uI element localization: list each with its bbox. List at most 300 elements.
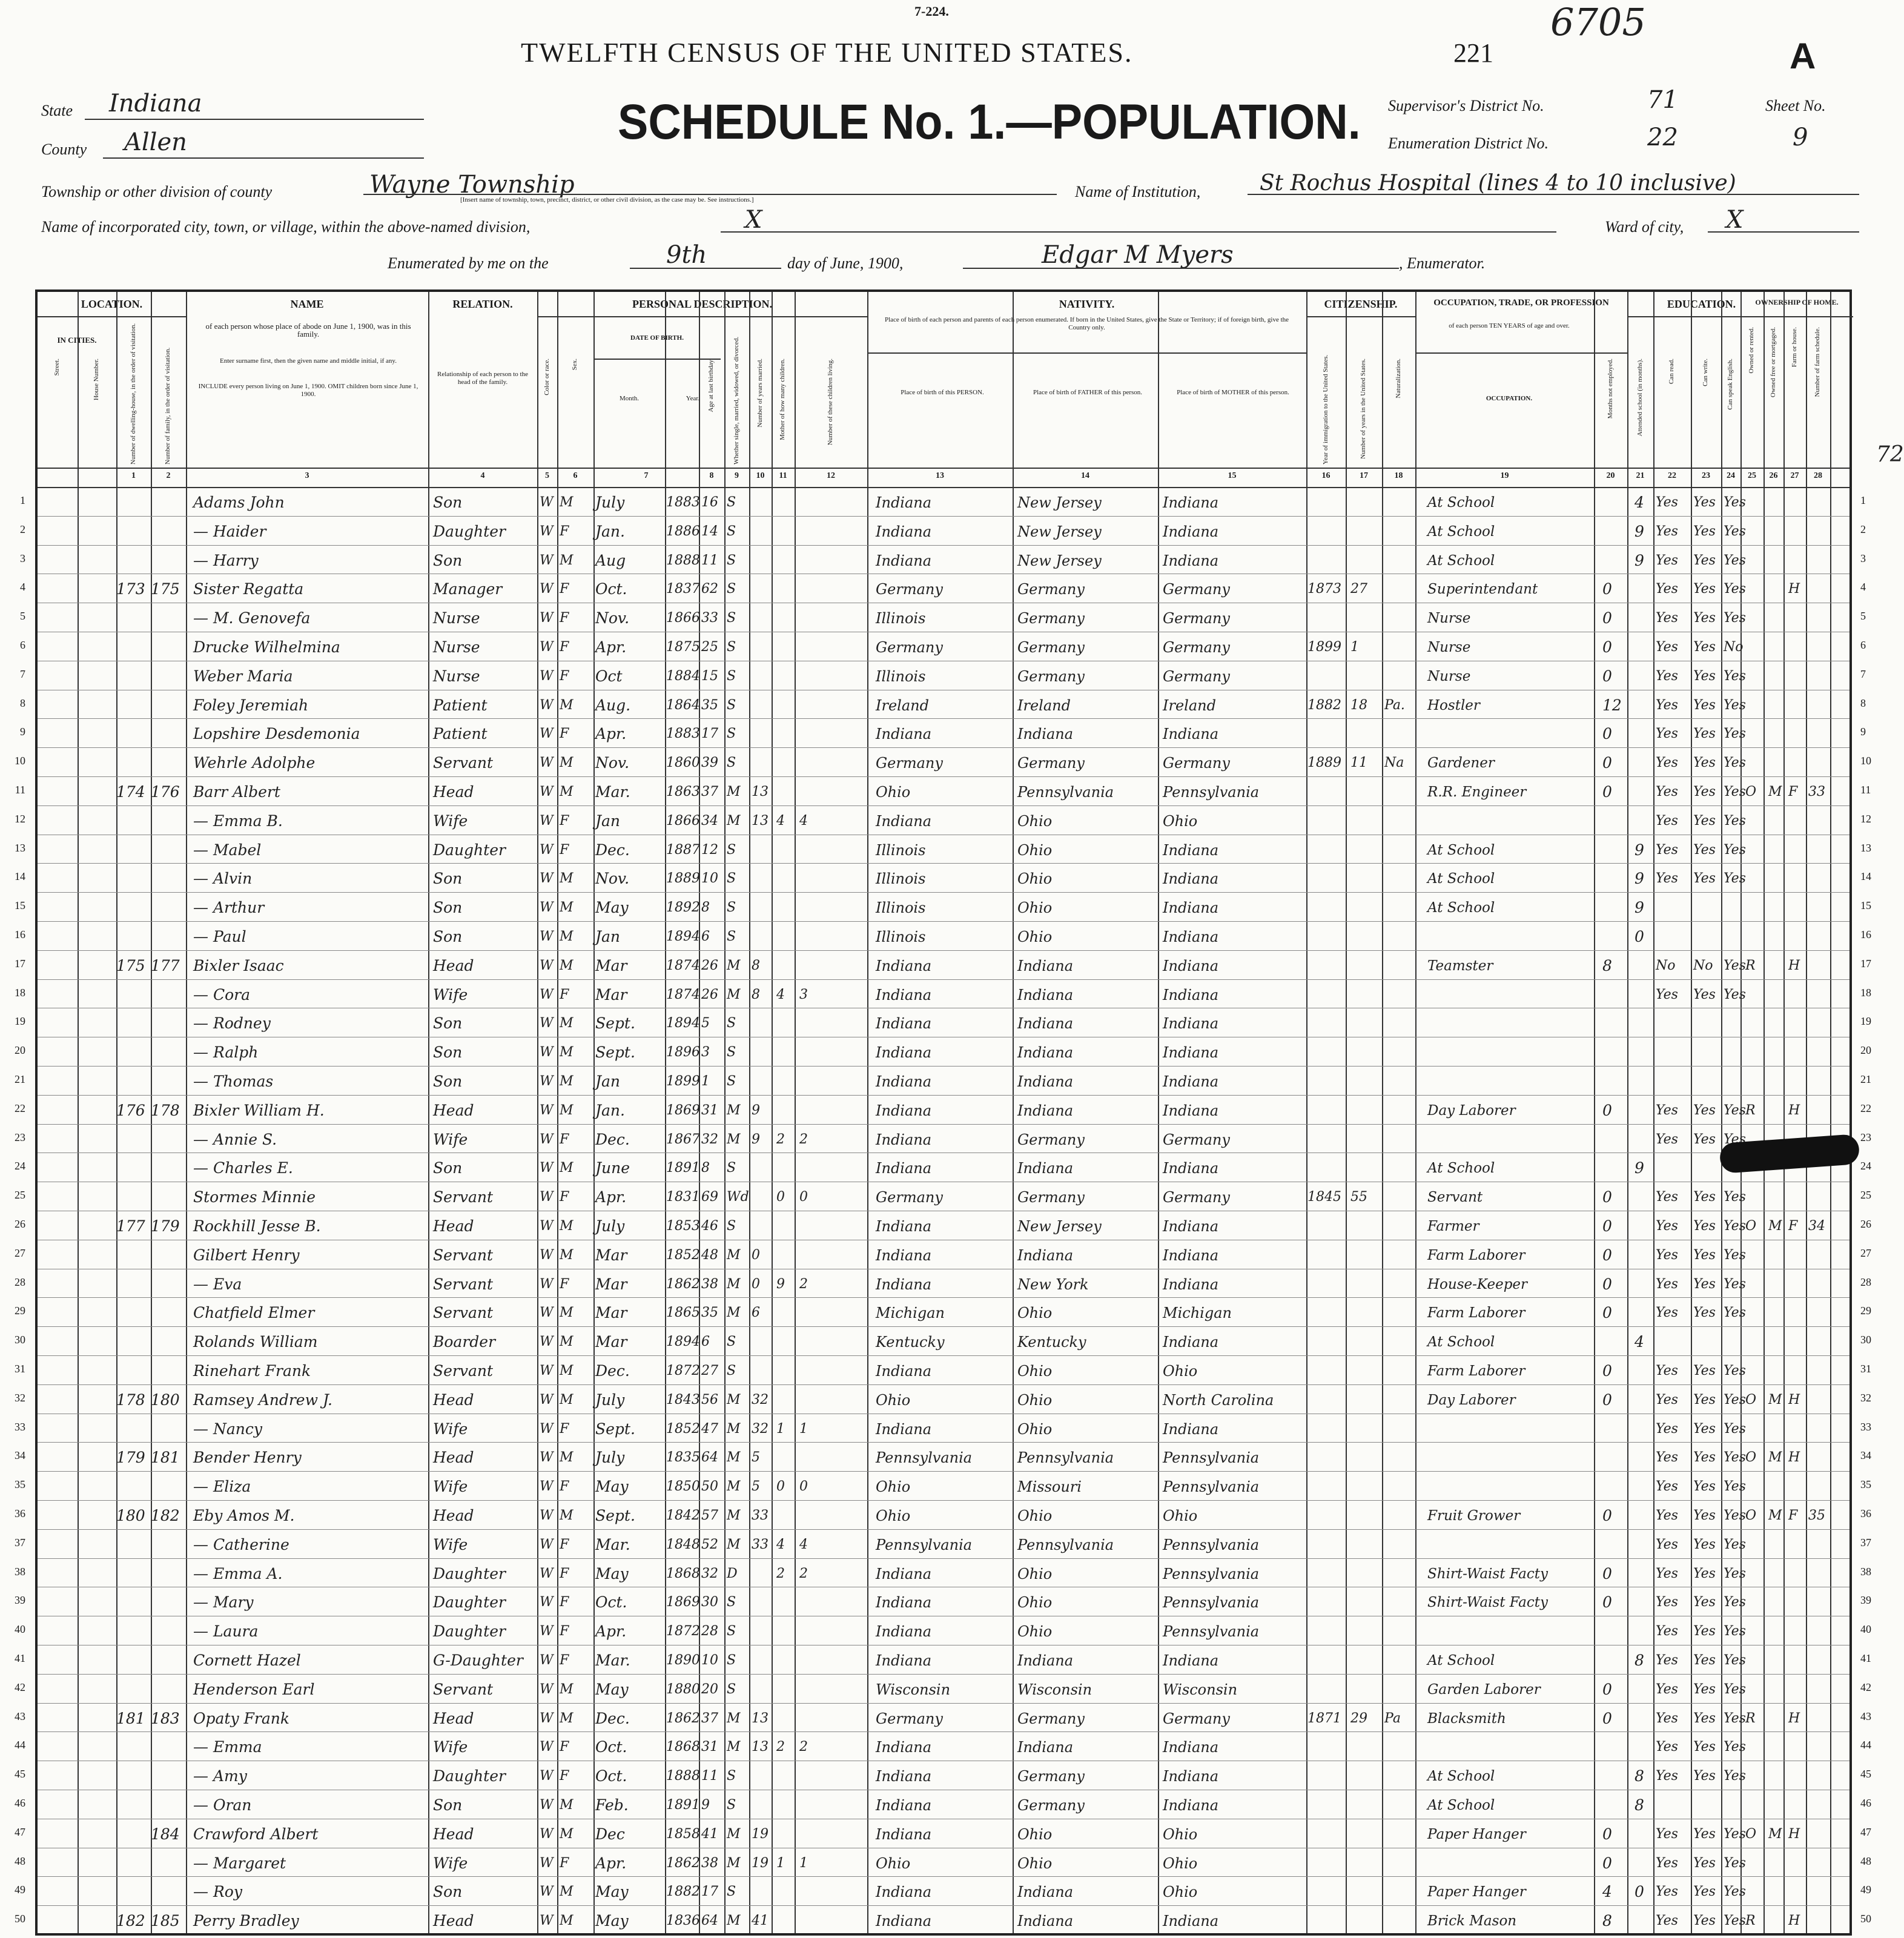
attended-school: 9 bbox=[1635, 899, 1644, 917]
header-month: Month. bbox=[619, 395, 640, 402]
attended-school: 8 bbox=[1635, 1767, 1644, 1785]
sex: M bbox=[560, 1219, 574, 1234]
birth-month: Dec. bbox=[595, 841, 630, 859]
person-name: Weber Maria bbox=[193, 667, 293, 685]
age: 10 bbox=[701, 1653, 718, 1668]
father-birthplace: Ohio bbox=[1017, 1507, 1053, 1524]
institution-label: Name of Institution, bbox=[1075, 183, 1201, 200]
can-speak-english: Yes bbox=[1724, 1276, 1746, 1292]
place-of-birth: Indiana bbox=[876, 1073, 932, 1090]
age: 15 bbox=[701, 668, 718, 684]
sex: M bbox=[560, 1710, 574, 1726]
sex: M bbox=[560, 871, 574, 887]
children-living: 4 bbox=[799, 813, 808, 828]
years-in-us: 11 bbox=[1350, 755, 1367, 771]
line-number-right: 29 bbox=[1860, 1305, 1871, 1317]
relation: Son bbox=[433, 1043, 463, 1062]
marital-status: M bbox=[727, 1913, 741, 1929]
table-row bbox=[15, 892, 1871, 921]
can-speak-english: Yes bbox=[1724, 668, 1746, 684]
birth-month: Mar bbox=[595, 985, 627, 1004]
header-relation: RELATION. bbox=[452, 298, 513, 310]
can-speak-english: Yes bbox=[1724, 1653, 1746, 1668]
line-number-right: 31 bbox=[1860, 1363, 1871, 1375]
mother-birthplace: Indiana bbox=[1163, 1797, 1219, 1814]
township-note: [Insert name of township, town, precinct, district, or other civil division, as the case may be. See instructions.] bbox=[460, 196, 754, 203]
marital-status: S bbox=[727, 610, 736, 626]
birth-year: 1867 bbox=[666, 1131, 700, 1147]
can-read: Yes bbox=[1656, 552, 1678, 568]
father-birthplace: Germany bbox=[1017, 581, 1085, 598]
birth-month: Mar bbox=[595, 1246, 627, 1264]
can-speak-english: Yes bbox=[1724, 1739, 1746, 1755]
can-read: Yes bbox=[1656, 1768, 1678, 1784]
column-number: 22 bbox=[1668, 471, 1676, 480]
birth-year: 1894 bbox=[666, 929, 700, 944]
dwelling-number: 181 bbox=[116, 1709, 145, 1727]
table-row bbox=[20, 718, 1866, 747]
sex: M bbox=[560, 1016, 574, 1031]
birth-year: 1858 bbox=[666, 1826, 700, 1842]
mother-birthplace: Indiana bbox=[1163, 957, 1219, 974]
table-row bbox=[15, 921, 1871, 950]
can-write: Yes bbox=[1693, 495, 1716, 510]
birth-year: 1862 bbox=[666, 1855, 700, 1871]
header-name-desc: of each person whose place of abode on June 1, 1900, was in this family. bbox=[205, 322, 411, 339]
occupation: House-Keeper bbox=[1427, 1276, 1528, 1292]
occupation: Nurse bbox=[1427, 668, 1471, 684]
birth-year: 1872 bbox=[666, 1363, 700, 1378]
header-can-read: Can read. bbox=[1668, 359, 1675, 385]
birth-month: Mar. bbox=[595, 1535, 630, 1553]
owned-rented: R bbox=[1745, 957, 1756, 973]
can-read: Yes bbox=[1656, 726, 1678, 742]
relation: Servant bbox=[433, 1246, 494, 1264]
years-married: 9 bbox=[752, 1102, 760, 1118]
marital-status: M bbox=[727, 1450, 741, 1466]
birth-year: 1889 bbox=[666, 871, 700, 887]
years-married: 5 bbox=[752, 1450, 760, 1466]
institution-value: St Rochus Hospital (lines 4 to 10 inclusive) bbox=[1260, 171, 1736, 196]
place-of-birth: Pennsylvania bbox=[876, 1449, 973, 1467]
birth-month: Aug. bbox=[595, 696, 631, 714]
birth-year: 1842 bbox=[666, 1508, 700, 1523]
color: W bbox=[540, 1595, 554, 1610]
relation: Head bbox=[433, 1825, 474, 1843]
color: W bbox=[540, 957, 554, 973]
sex: M bbox=[560, 495, 574, 510]
years-in-us: 1 bbox=[1350, 640, 1359, 655]
occupation: Paper Hanger bbox=[1427, 1826, 1526, 1842]
birth-month: May bbox=[595, 1478, 629, 1496]
age: 32 bbox=[701, 1566, 718, 1581]
place-of-birth: Indiana bbox=[876, 1246, 932, 1264]
group-rule bbox=[1415, 352, 1627, 354]
marital-status: M bbox=[727, 1131, 741, 1147]
age: 17 bbox=[701, 1884, 718, 1900]
line-number: 41 bbox=[15, 1652, 25, 1664]
mother-birthplace: Indiana bbox=[1163, 1073, 1219, 1090]
occupation: Farm Laborer bbox=[1427, 1247, 1526, 1263]
place-of-birth: Ohio bbox=[876, 1391, 911, 1409]
line-number: 10 bbox=[15, 755, 25, 767]
relation: Head bbox=[433, 1449, 474, 1467]
father-birthplace: Ohio bbox=[1017, 899, 1053, 917]
color: W bbox=[540, 1363, 554, 1378]
owned-free: M bbox=[1768, 1826, 1782, 1842]
birth-month: Apr. bbox=[595, 1188, 627, 1206]
column-number: 4 bbox=[480, 471, 485, 480]
birth-year: 1886 bbox=[666, 523, 700, 539]
dwelling-number: 179 bbox=[116, 1449, 145, 1467]
can-speak-english: Yes bbox=[1724, 552, 1746, 568]
schedule-title: SCHEDULE No. 1.—POPULATION. bbox=[618, 94, 1361, 150]
sex: F bbox=[560, 1131, 569, 1147]
can-read: Yes bbox=[1656, 1479, 1678, 1495]
can-write: Yes bbox=[1693, 1739, 1716, 1755]
place-of-birth: Indiana bbox=[876, 1623, 932, 1641]
father-birthplace: Germany bbox=[1017, 667, 1085, 685]
line-number-right: 41 bbox=[1860, 1652, 1871, 1664]
township-underline bbox=[363, 194, 1057, 195]
column-number: 20 bbox=[1606, 471, 1615, 480]
marital-status: S bbox=[727, 1334, 736, 1350]
age: 16 bbox=[701, 495, 718, 510]
place-of-birth: Germany bbox=[876, 581, 943, 598]
header-years-married: Number of years married. bbox=[756, 359, 764, 428]
marital-status: M bbox=[727, 784, 741, 799]
line-number-right: 1 bbox=[1860, 494, 1866, 506]
mother-of: 0 bbox=[776, 1189, 785, 1205]
years-married: 13 bbox=[752, 813, 769, 828]
family-number: 182 bbox=[151, 1507, 180, 1524]
header-can-speak-english: Can speak English. bbox=[1727, 359, 1734, 410]
mother-birthplace: Ohio bbox=[1163, 1854, 1198, 1872]
dwelling-number: 180 bbox=[116, 1507, 145, 1524]
father-birthplace: Ohio bbox=[1017, 1305, 1053, 1322]
township-label: Township or other division of county bbox=[41, 183, 273, 200]
mother-birthplace: Indiana bbox=[1163, 523, 1219, 540]
occupation: At School bbox=[1427, 900, 1495, 916]
sex: M bbox=[560, 929, 574, 944]
line-number-right: 14 bbox=[1860, 870, 1871, 883]
place-of-birth: Indiana bbox=[876, 1015, 932, 1033]
can-speak-english: Yes bbox=[1724, 1884, 1746, 1900]
occupation: Garden Laborer bbox=[1427, 1681, 1541, 1698]
relation: Head bbox=[433, 1101, 474, 1119]
line-number: 2 bbox=[20, 523, 25, 535]
age: 17 bbox=[701, 726, 718, 742]
children-living: 1 bbox=[799, 1855, 808, 1871]
color: W bbox=[540, 668, 554, 684]
dwelling-number: 175 bbox=[116, 956, 145, 974]
sex: M bbox=[560, 755, 574, 771]
family-number: 176 bbox=[151, 783, 180, 801]
age: 20 bbox=[701, 1681, 718, 1697]
person-name: Bixler William H. bbox=[193, 1101, 325, 1119]
father-birthplace: Ohio bbox=[1017, 928, 1053, 945]
occupation: Blacksmith bbox=[1427, 1710, 1506, 1727]
place-of-birth: Indiana bbox=[876, 1739, 932, 1756]
can-speak-english: Yes bbox=[1724, 1219, 1746, 1234]
ward-value: X bbox=[1726, 206, 1744, 234]
color: W bbox=[540, 1334, 554, 1350]
marital-status: Wd bbox=[727, 1189, 749, 1205]
color: W bbox=[540, 1479, 554, 1495]
years-in-us: 18 bbox=[1350, 697, 1367, 713]
occupation: Farm Laborer bbox=[1427, 1363, 1526, 1379]
mother-of: 2 bbox=[776, 1739, 785, 1755]
can-speak-english: Yes bbox=[1724, 813, 1746, 828]
sex: M bbox=[560, 552, 574, 568]
table-row bbox=[15, 1384, 1871, 1414]
column-number: 2 bbox=[166, 471, 171, 480]
age: 50 bbox=[701, 1479, 718, 1495]
line-number: 13 bbox=[15, 841, 25, 854]
line-number-right: 16 bbox=[1860, 928, 1871, 941]
line-number-right: 40 bbox=[1860, 1623, 1871, 1636]
family-number: 179 bbox=[151, 1217, 180, 1235]
farm-house: H bbox=[1788, 1102, 1800, 1118]
color: W bbox=[540, 1074, 554, 1089]
farm-house: H bbox=[1788, 957, 1800, 973]
mother-of: 9 bbox=[776, 1276, 785, 1292]
can-write: Yes bbox=[1693, 1884, 1716, 1900]
children-living: 2 bbox=[799, 1276, 808, 1292]
color: W bbox=[540, 1681, 554, 1697]
birth-month: July bbox=[595, 1217, 625, 1235]
sex: F bbox=[560, 581, 569, 597]
place-of-birth: Indiana bbox=[876, 1275, 932, 1293]
occupation: Servant bbox=[1427, 1189, 1483, 1206]
can-speak-english: Yes bbox=[1724, 1536, 1746, 1552]
mother-birthplace: Indiana bbox=[1163, 1334, 1219, 1351]
line-number: 5 bbox=[20, 610, 25, 623]
age: 48 bbox=[701, 1247, 718, 1263]
line-number: 34 bbox=[15, 1449, 25, 1462]
family-number: 181 bbox=[151, 1449, 180, 1467]
can-write: Yes bbox=[1693, 1131, 1716, 1147]
birth-year: 1891 bbox=[666, 1160, 700, 1176]
color: W bbox=[540, 1421, 554, 1437]
months-not-employed: 0 bbox=[1602, 1101, 1612, 1119]
can-speak-english: No bbox=[1724, 640, 1744, 655]
table-row bbox=[15, 1731, 1871, 1761]
line-number: 22 bbox=[15, 1102, 25, 1114]
column-number: 3 bbox=[305, 471, 309, 480]
occupation: At School bbox=[1427, 871, 1495, 887]
can-read: Yes bbox=[1656, 1624, 1678, 1639]
birth-year: 1872 bbox=[666, 1624, 700, 1639]
can-read: Yes bbox=[1656, 495, 1678, 510]
enumeration-label: Enumeration District No. bbox=[1388, 134, 1549, 152]
owned-rented: O bbox=[1745, 784, 1757, 799]
color: W bbox=[540, 1768, 554, 1784]
color: W bbox=[540, 1276, 554, 1292]
mother-birthplace: Pennsylvania bbox=[1163, 1536, 1260, 1553]
sex: M bbox=[560, 1508, 574, 1523]
age: 38 bbox=[701, 1276, 718, 1292]
years-married: 19 bbox=[752, 1826, 769, 1842]
age: 37 bbox=[701, 1710, 718, 1726]
birth-month: July bbox=[595, 1449, 625, 1467]
person-name: Foley Jeremiah bbox=[193, 696, 309, 714]
can-write: Yes bbox=[1693, 1653, 1716, 1668]
place-of-birth: Indiana bbox=[876, 1565, 932, 1582]
header-sex: Sex. bbox=[571, 359, 578, 371]
column-number: 7 bbox=[644, 471, 649, 480]
color: W bbox=[540, 1450, 554, 1466]
birth-month: Mar bbox=[595, 1275, 627, 1293]
line-number-right: 2 bbox=[1860, 523, 1866, 535]
relation: Nurse bbox=[433, 638, 480, 656]
months-not-employed: 0 bbox=[1602, 638, 1612, 656]
city-underline bbox=[721, 231, 1556, 233]
can-write: Yes bbox=[1693, 1855, 1716, 1871]
place-of-birth: Indiana bbox=[876, 1768, 932, 1785]
father-birthplace: Germany bbox=[1017, 1768, 1085, 1785]
can-read: Yes bbox=[1656, 1131, 1678, 1147]
birth-month: Oct bbox=[595, 667, 623, 685]
can-read: Yes bbox=[1656, 1855, 1678, 1871]
person-name: Eby Amos M. bbox=[193, 1507, 295, 1524]
mother-birthplace: Indiana bbox=[1163, 1739, 1219, 1756]
can-read: Yes bbox=[1656, 1102, 1678, 1118]
birth-year: 1866 bbox=[666, 813, 700, 828]
can-speak-english: Yes bbox=[1724, 523, 1746, 539]
marital-status: M bbox=[727, 813, 741, 828]
age: 35 bbox=[701, 697, 718, 713]
can-write: Yes bbox=[1693, 1566, 1716, 1581]
months-not-employed: 0 bbox=[1602, 667, 1612, 685]
header-attended-school: Attended school (in months). bbox=[1636, 359, 1644, 437]
column-number: 1 bbox=[131, 471, 136, 480]
can-speak-english: Yes bbox=[1724, 1595, 1746, 1610]
relation: Patient bbox=[433, 696, 488, 714]
relation: Son bbox=[433, 1073, 463, 1090]
birth-year: 1865 bbox=[666, 1305, 700, 1321]
relation: Wife bbox=[433, 1478, 468, 1496]
months-not-employed: 0 bbox=[1602, 1391, 1612, 1409]
column-number: 24 bbox=[1727, 471, 1735, 480]
header-citizenship: CITIZENSHIP. bbox=[1324, 298, 1398, 310]
table-row bbox=[15, 747, 1871, 776]
father-birthplace: Ohio bbox=[1017, 841, 1053, 859]
color: W bbox=[540, 495, 554, 510]
birth-year: 1894 bbox=[666, 1334, 700, 1350]
can-read: Yes bbox=[1656, 610, 1678, 626]
birth-year: 1891 bbox=[666, 1797, 700, 1813]
place-of-birth: Indiana bbox=[876, 1883, 932, 1901]
line-number-right: 26 bbox=[1860, 1218, 1871, 1230]
naturalization: Na bbox=[1384, 755, 1404, 771]
mother-birthplace: Indiana bbox=[1163, 1218, 1219, 1235]
months-not-employed: 0 bbox=[1602, 1709, 1612, 1727]
person-name: Rolands William bbox=[193, 1333, 318, 1351]
relation: Head bbox=[433, 1391, 474, 1409]
age: 64 bbox=[701, 1450, 718, 1466]
birth-year: 1894 bbox=[666, 1016, 700, 1031]
mother-birthplace: Pennsylvania bbox=[1163, 1478, 1260, 1496]
birth-month: May bbox=[595, 1883, 629, 1901]
marital-status: S bbox=[727, 1595, 736, 1610]
table-row bbox=[15, 1529, 1871, 1558]
mother-birthplace: Germany bbox=[1163, 581, 1230, 598]
color: W bbox=[540, 1247, 554, 1263]
years-married: 0 bbox=[752, 1247, 760, 1263]
table-row bbox=[15, 1703, 1871, 1732]
father-birthplace: New York bbox=[1017, 1275, 1089, 1293]
place-of-birth: Illinois bbox=[876, 610, 926, 627]
person-name: — Ralph bbox=[193, 1043, 259, 1062]
father-birthplace: Wisconsin bbox=[1017, 1681, 1092, 1698]
column-number: 26 bbox=[1769, 471, 1778, 480]
mother-birthplace: Ireland bbox=[1163, 696, 1216, 714]
father-birthplace: Kentucky bbox=[1017, 1334, 1086, 1351]
table-row bbox=[20, 487, 1866, 516]
can-read: Yes bbox=[1656, 1536, 1678, 1552]
can-read: Yes bbox=[1656, 1653, 1678, 1668]
county-value: Allen bbox=[124, 128, 187, 156]
person-name: — Roy bbox=[193, 1883, 242, 1901]
mother-birthplace: Germany bbox=[1163, 610, 1230, 627]
children-living: 2 bbox=[799, 1739, 808, 1755]
birth-month: Apr. bbox=[595, 725, 627, 743]
line-number: 40 bbox=[15, 1623, 25, 1636]
marital-status: S bbox=[727, 640, 736, 655]
father-birthplace: New Jersey bbox=[1017, 494, 1102, 511]
marital-status: M bbox=[727, 1102, 741, 1118]
age: 38 bbox=[701, 1855, 718, 1871]
sex: M bbox=[560, 1160, 574, 1176]
years-married: 33 bbox=[752, 1508, 769, 1523]
place-of-birth: Illinois bbox=[876, 870, 926, 888]
line-number: 35 bbox=[15, 1478, 25, 1491]
occupation: Nurse bbox=[1427, 610, 1471, 627]
person-name: — Thomas bbox=[193, 1073, 274, 1090]
family-number: 178 bbox=[151, 1101, 180, 1119]
can-write: Yes bbox=[1693, 552, 1716, 568]
birth-month: Jan. bbox=[595, 522, 625, 540]
relation: Manager bbox=[433, 580, 503, 598]
relation: Son bbox=[433, 899, 463, 917]
line-number-right: 4 bbox=[1860, 581, 1866, 594]
sex: F bbox=[560, 668, 569, 684]
father-birthplace: Ohio bbox=[1017, 812, 1053, 830]
relation: Head bbox=[433, 1912, 474, 1930]
table-row bbox=[15, 1355, 1871, 1384]
months-not-employed: 0 bbox=[1602, 609, 1612, 627]
enumerator-name: Edgar M Myers bbox=[1042, 241, 1234, 269]
can-write: Yes bbox=[1693, 1219, 1716, 1234]
color: W bbox=[540, 1566, 554, 1581]
place-of-birth: Indiana bbox=[876, 1160, 932, 1177]
can-speak-english: Yes bbox=[1724, 1566, 1746, 1581]
line-number: 43 bbox=[15, 1710, 25, 1722]
father-birthplace: Indiana bbox=[1017, 1102, 1074, 1119]
attended-school: 0 bbox=[1635, 928, 1644, 945]
header-immigration: Year of immigration to the United States. bbox=[1321, 354, 1329, 465]
can-read: Yes bbox=[1656, 1276, 1678, 1292]
mother-birthplace: Indiana bbox=[1163, 1652, 1219, 1669]
person-name: Gilbert Henry bbox=[193, 1246, 300, 1264]
occupation: Shirt-Waist Facty bbox=[1427, 1566, 1548, 1582]
children-living: 2 bbox=[799, 1131, 808, 1147]
immigration-year: 1889 bbox=[1307, 755, 1341, 771]
line-number-right: 5 bbox=[1860, 610, 1866, 623]
column-number: 21 bbox=[1636, 471, 1645, 480]
sex: M bbox=[560, 1797, 574, 1813]
